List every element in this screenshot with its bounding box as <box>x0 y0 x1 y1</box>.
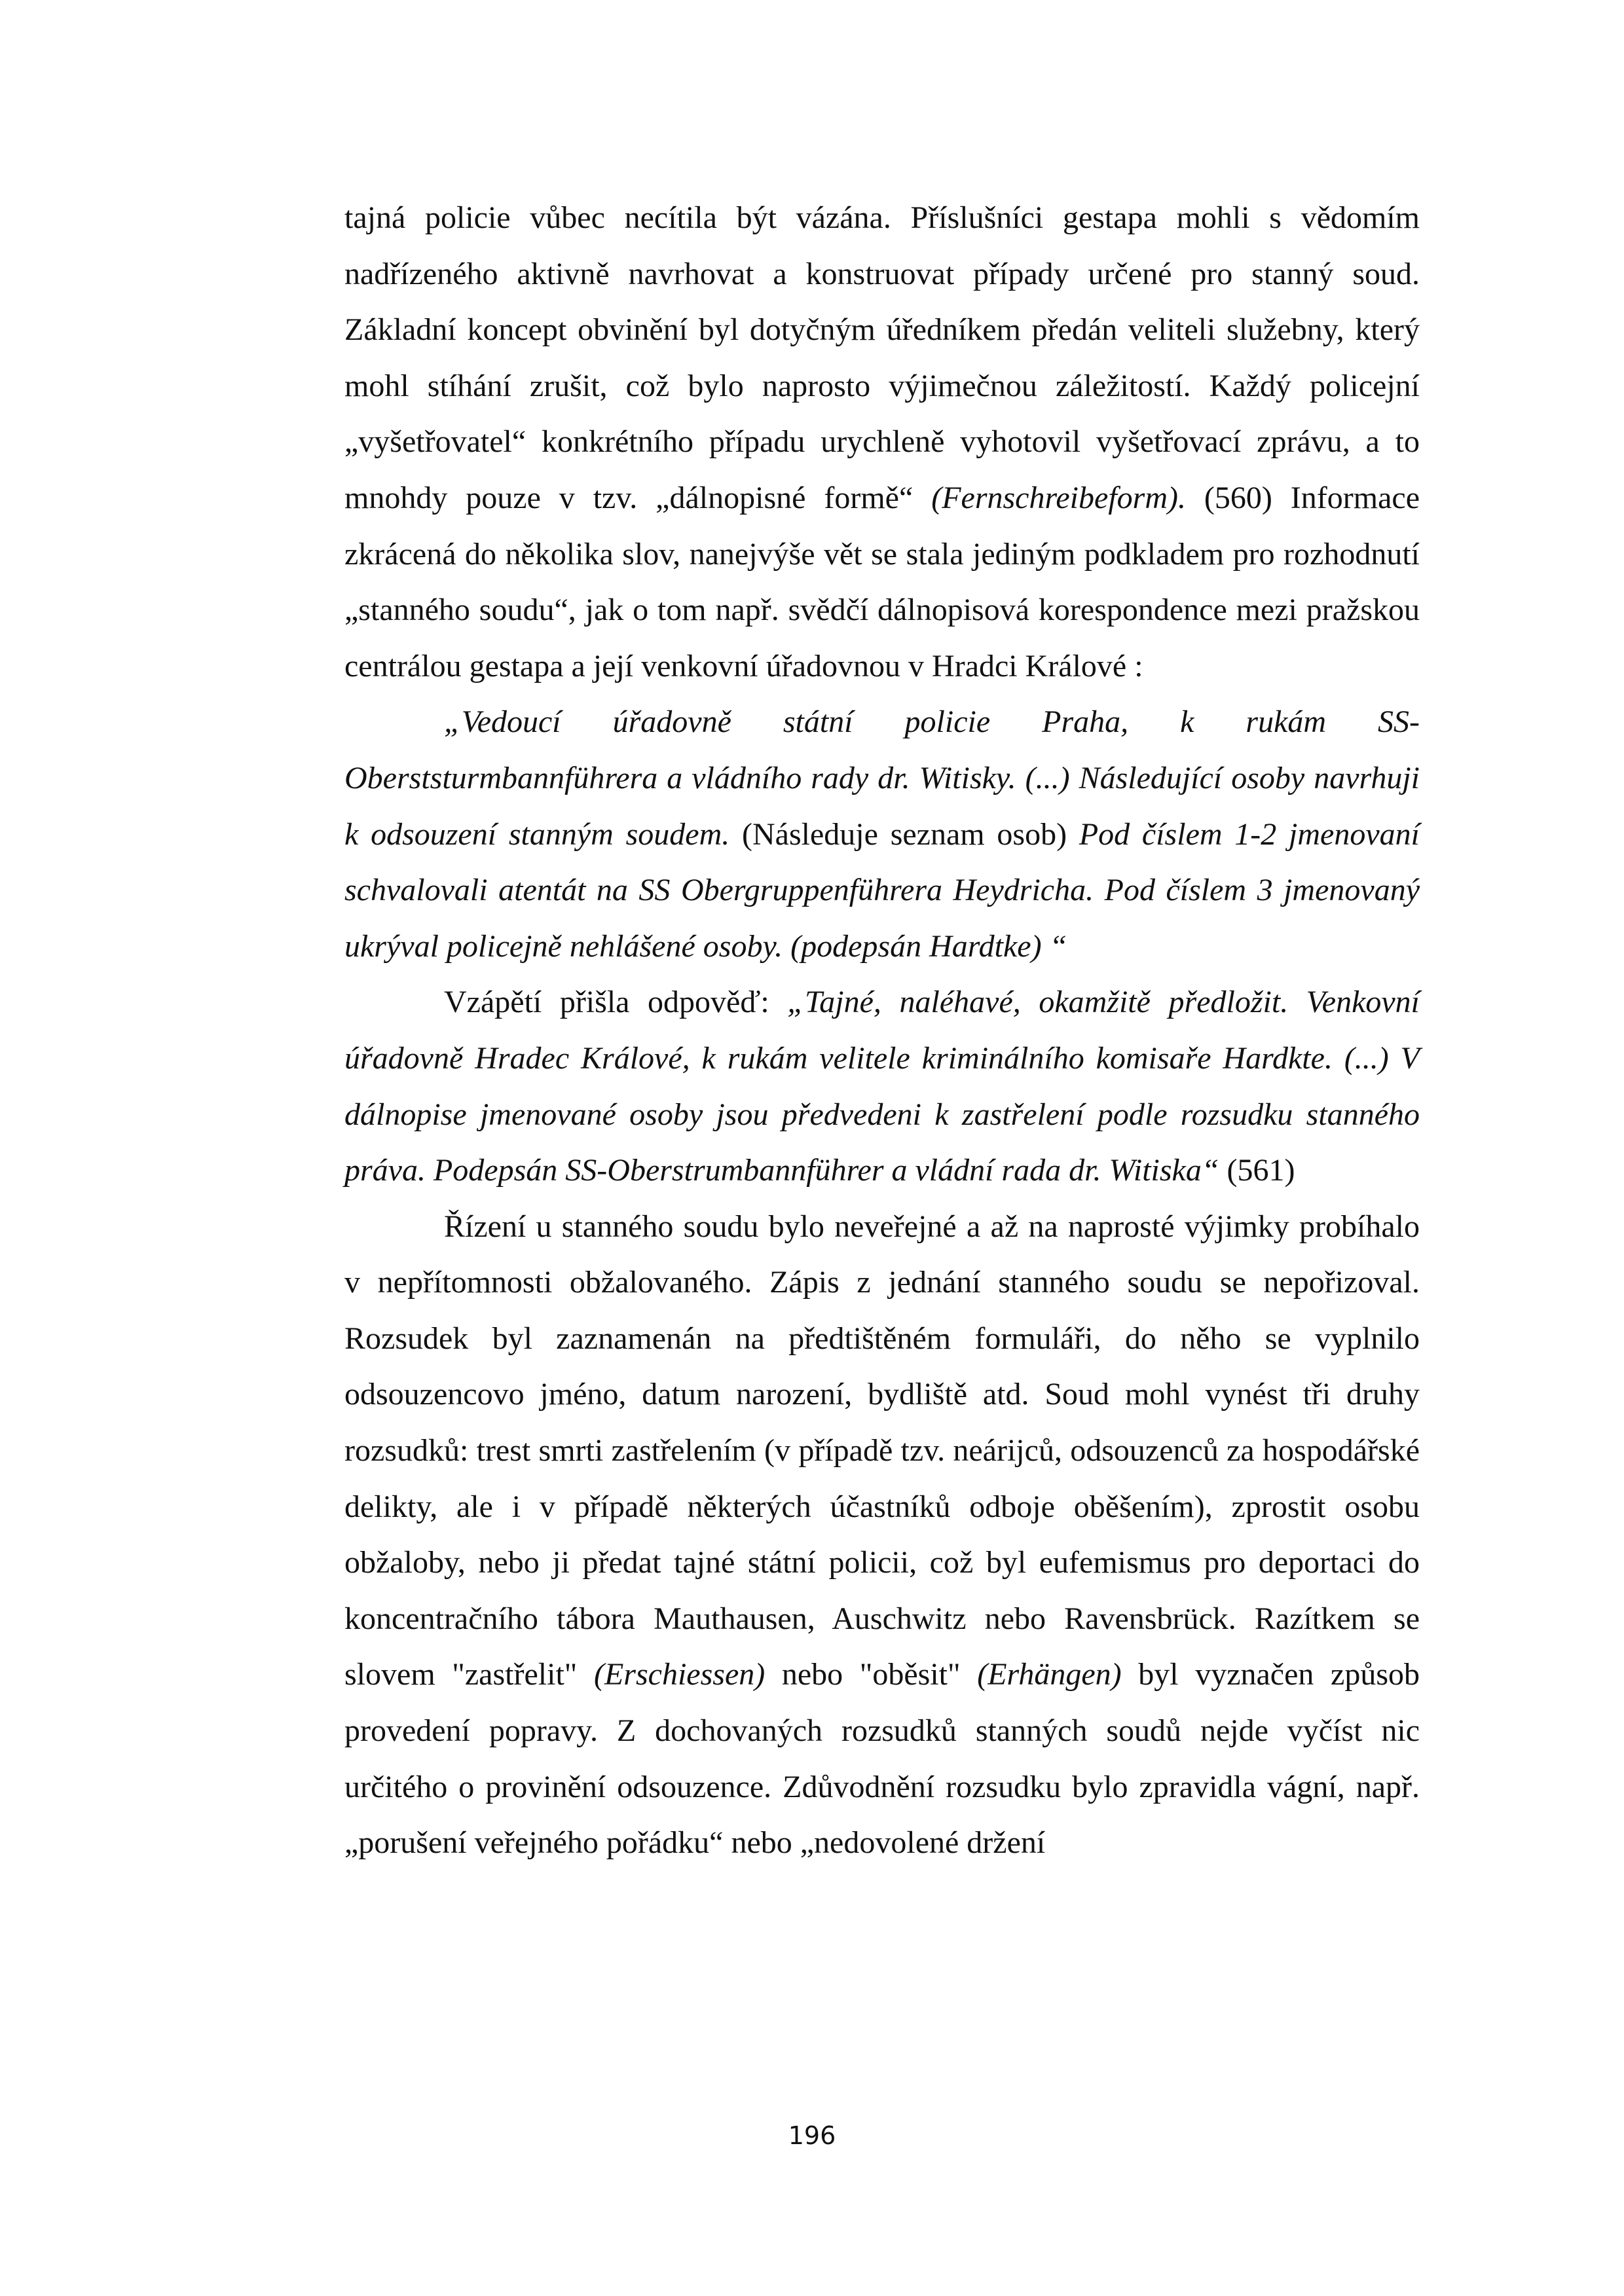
text-run: Řízení u stanného soudu bylo neveřejné a až na naprosté výjimky probíhalo v nepřítomnosti obžalovaného. Zápis z jednání stanného soudu se nepořizoval. Rozsudek byl zaznamenán na předtištěném formuláři, do něho se vyplnilo odsouzencovo jméno, datum narození, bydliště atd. Soud mohl vynést tři druhy rozsudků: trest smrti zastřelením (v případě tzv. neárijců, odsouzenců za hospodářské delikty, ale i v případě některých účastníků odboje oběšením), zprostit osobu obžaloby, nebo ji předat tajné státní policii, což byl eufemismus pro deportaci do koncentračního tábora Mauthausen, Auschwitz nebo Ravensbrück. Razítkem se slovem "zastřelit" <box>344 1209 1420 1692</box>
text-run: tajná policie vůbec necítila být vázána. Příslušníci gestapa mohli s vědomím nadřízeného aktivně navrhovat a konstruovat případy určené pro stanný soud. Základní koncept obvinění byl dotyčným úředníkem předán veliteli služebny, který mohl stíhání zrušit, což bylo naprosto výjimečnou záležitostí. Každý policejní „vyšetřovatel“ konkrétního případu urychleně vyhotovil vyšetřovací zprávu, a to mnohdy pouze v tzv. „dálnopisné formě“ <box>344 200 1420 515</box>
text-run: nebo "oběsit" <box>765 1657 978 1692</box>
italic-text: Pod číslem 1-2 jmenovaní schvalovali atentát na SS Obergruppenführera Heydricha. Pod číslem 3 jmenovaný ukrýval policejně nehlášené osoby. (podepsán Hardtke) “ <box>344 816 1420 964</box>
text-run: (560) Informace zkrácená do několika slov, nanejvýše vět se stala jediným podkladem pro rozhodnutí „stanného soudu“, jak o tom např. svědčí dálnopisová korespondence mezi pražskou centrálou gestapa a její venkovní úřadovnou v Hradci Králové : <box>344 480 1420 683</box>
paragraph <box>344 190 1420 694</box>
paragraph <box>344 694 1420 974</box>
italic-text: (Erhängen) <box>977 1657 1122 1692</box>
body-text <box>344 190 1420 1871</box>
italic-text: „Vedoucí úřadovně státní policie Praha, k rukám SS-Oberststurmbannführera a vládního rady dr. Witisky. (...) Následující osoby navrhuji k odsouzení stanným soudem. <box>344 704 1420 852</box>
paragraph <box>344 974 1420 1198</box>
text-run: Vzápětí přišla odpověď: <box>444 985 788 1020</box>
italic-text: (Fernschreibeform). <box>931 480 1186 515</box>
text-run: (561) <box>1219 1153 1295 1188</box>
paragraph <box>344 1199 1420 1871</box>
page-number: 196 <box>788 2121 836 2150</box>
text-run: (Následuje seznam osob) <box>729 816 1079 852</box>
text-run: byl vyznačen způsob provedení popravy. Z dochovaných rozsudků stanných soudů nejde vyčíst nic určitého o provinění odsouzence. Zdůvodnění rozsudku bylo zpravidla vágní, např. „porušení veřejného pořádku“ nebo „nedovolené držení <box>344 1657 1420 1861</box>
italic-text: „Tajné, naléhavé, okamžitě předložit. Venkovní úřadovně Hradec Králové, k rukám velitele kriminálního komisaře Hardkte. (...) V dálnopise jmenované osoby jsou předvedeni k zastřelení podle rozsudku stanného práva. Podepsán SS-Oberstrumbannführer a vládní rada dr. Witiska“ <box>344 985 1420 1188</box>
italic-text: (Erschiessen) <box>593 1657 766 1692</box>
